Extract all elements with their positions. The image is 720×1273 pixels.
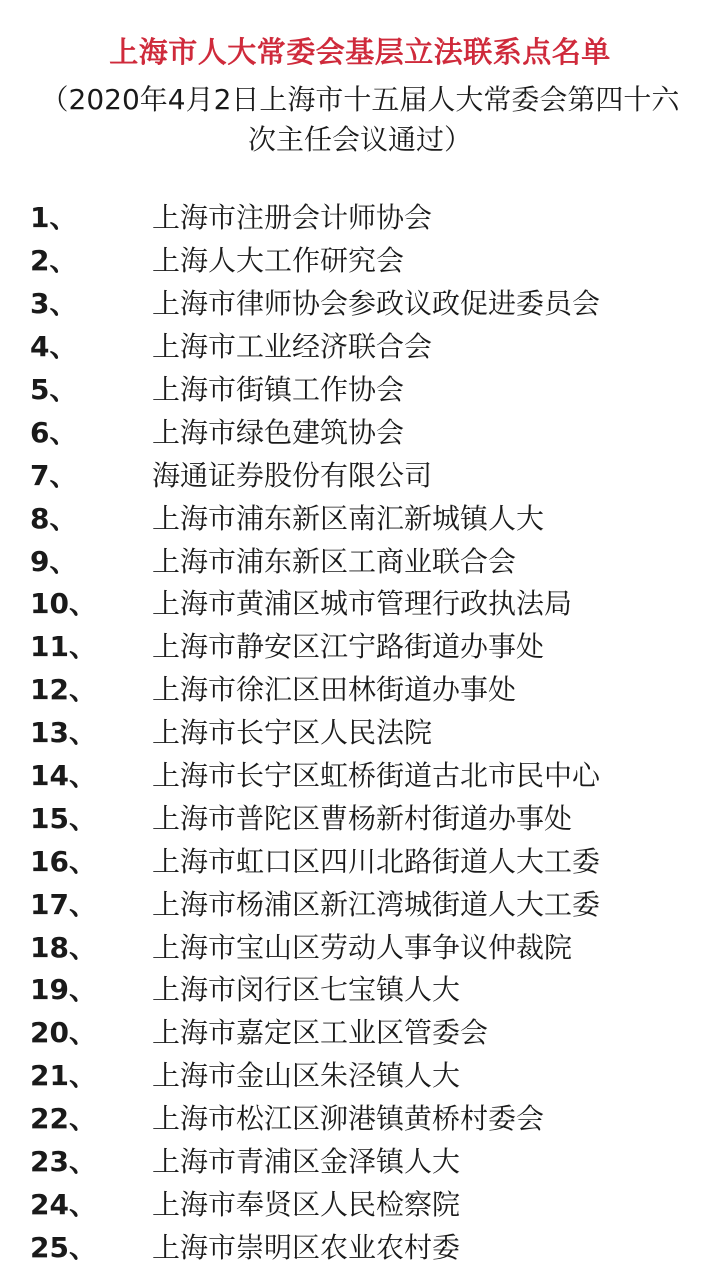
item-number: 1、 [30, 201, 78, 235]
item-name: 上海市嘉定区工业区管委会 [152, 1016, 489, 1050]
item-number: 24、 [30, 1187, 97, 1221]
item-name: 上海市工业经济联合会 [152, 330, 433, 364]
list-item [0, 838, 720, 881]
list-item [0, 495, 720, 538]
item-number: 14、 [30, 759, 97, 793]
list-item [0, 281, 720, 324]
list-item [0, 1181, 720, 1224]
item-name: 上海市注册会计师协会 [152, 201, 433, 235]
item-name: 上海市徐汇区田林街道办事处 [152, 673, 517, 707]
item-name: 上海市金山区朱泾镇人大 [152, 1059, 461, 1093]
item-number: 2、 [30, 244, 78, 278]
item-number: 10、 [30, 587, 97, 621]
list-item [0, 624, 720, 667]
item-name: 上海市青浦区金泽镇人大 [152, 1145, 461, 1179]
list-item [0, 1224, 720, 1267]
item-number: 16、 [30, 844, 97, 878]
list-item [0, 1096, 720, 1139]
list-item [0, 1053, 720, 1096]
item-name: 上海人大工作研究会 [152, 244, 405, 278]
list-item [0, 924, 720, 967]
item-number: 20、 [30, 1016, 97, 1050]
item-name: 上海市静安区江宁路街道办事处 [152, 630, 545, 664]
list-item [0, 795, 720, 838]
item-number: 9、 [30, 544, 78, 578]
list-item [0, 367, 720, 410]
item-number: 17、 [30, 887, 97, 921]
item-number: 7、 [30, 458, 78, 492]
list-item [0, 753, 720, 796]
item-number: 21、 [30, 1059, 97, 1093]
item-name: 上海市黄浦区城市管理行政执法局 [152, 587, 573, 621]
item-number: 5、 [30, 373, 78, 406]
page-subtitle: （2020年4月2日上海市十五届人大常委会第四十六次主任会议通过） [40, 83, 680, 156]
list-item [0, 452, 720, 495]
item-name: 上海市街镇工作协会 [152, 373, 405, 406]
item-number: 15、 [30, 801, 97, 835]
list-item [0, 581, 720, 624]
item-number: 18、 [30, 930, 97, 964]
contact-point-list [0, 195, 720, 1267]
item-name: 上海市绿色建筑协会 [152, 415, 405, 449]
list-item [0, 1010, 720, 1053]
item-name: 上海市虹口区四川北路街道人大工委 [152, 844, 601, 878]
list-item [0, 967, 720, 1010]
item-name: 上海市崇明区农业农村委 [152, 1230, 461, 1264]
item-name: 上海市奉贤区人民检察院 [152, 1187, 461, 1221]
item-number: 11、 [30, 630, 97, 664]
list-item [0, 1139, 720, 1182]
item-name: 上海市宝山区劳动人事争议仲裁院 [152, 930, 573, 964]
list-item [0, 195, 720, 238]
item-number: 8、 [30, 501, 78, 535]
list-item [0, 667, 720, 710]
item-number: 19、 [30, 973, 97, 1007]
item-name: 上海市普陀区曹杨新村街道办事处 [152, 801, 573, 835]
item-number: 23、 [30, 1145, 97, 1179]
list-item [0, 238, 720, 281]
list-item [0, 409, 720, 452]
item-number: 6、 [30, 415, 78, 449]
list-item [0, 881, 720, 924]
item-number: 25、 [30, 1230, 97, 1264]
item-number: 4、 [30, 330, 78, 364]
item-name: 上海市浦东新区工商业联合会 [152, 544, 517, 578]
item-number: 12、 [30, 673, 97, 707]
item-name: 上海市杨浦区新江湾城街道人大工委 [152, 887, 601, 921]
item-name: 上海市长宁区人民法院 [152, 716, 433, 750]
item-name: 海通证券股份有限公司 [152, 458, 433, 492]
item-number: 22、 [30, 1102, 97, 1136]
item-number: 3、 [30, 287, 78, 321]
page-title: 上海市人大常委会基层立法联系点名单 [109, 35, 611, 69]
item-name: 上海市松江区泖港镇黄桥村委会 [152, 1102, 545, 1136]
list-item [0, 324, 720, 367]
item-name: 上海市浦东新区南汇新城镇人大 [152, 501, 545, 535]
item-number: 13、 [30, 716, 97, 750]
list-item [0, 710, 720, 753]
item-name: 上海市闵行区七宝镇人大 [152, 973, 461, 1007]
item-name: 上海市长宁区虹桥街道古北市民中心 [152, 759, 601, 793]
item-name: 上海市律师协会参政议政促进委员会 [152, 287, 601, 321]
list-item [0, 538, 720, 581]
